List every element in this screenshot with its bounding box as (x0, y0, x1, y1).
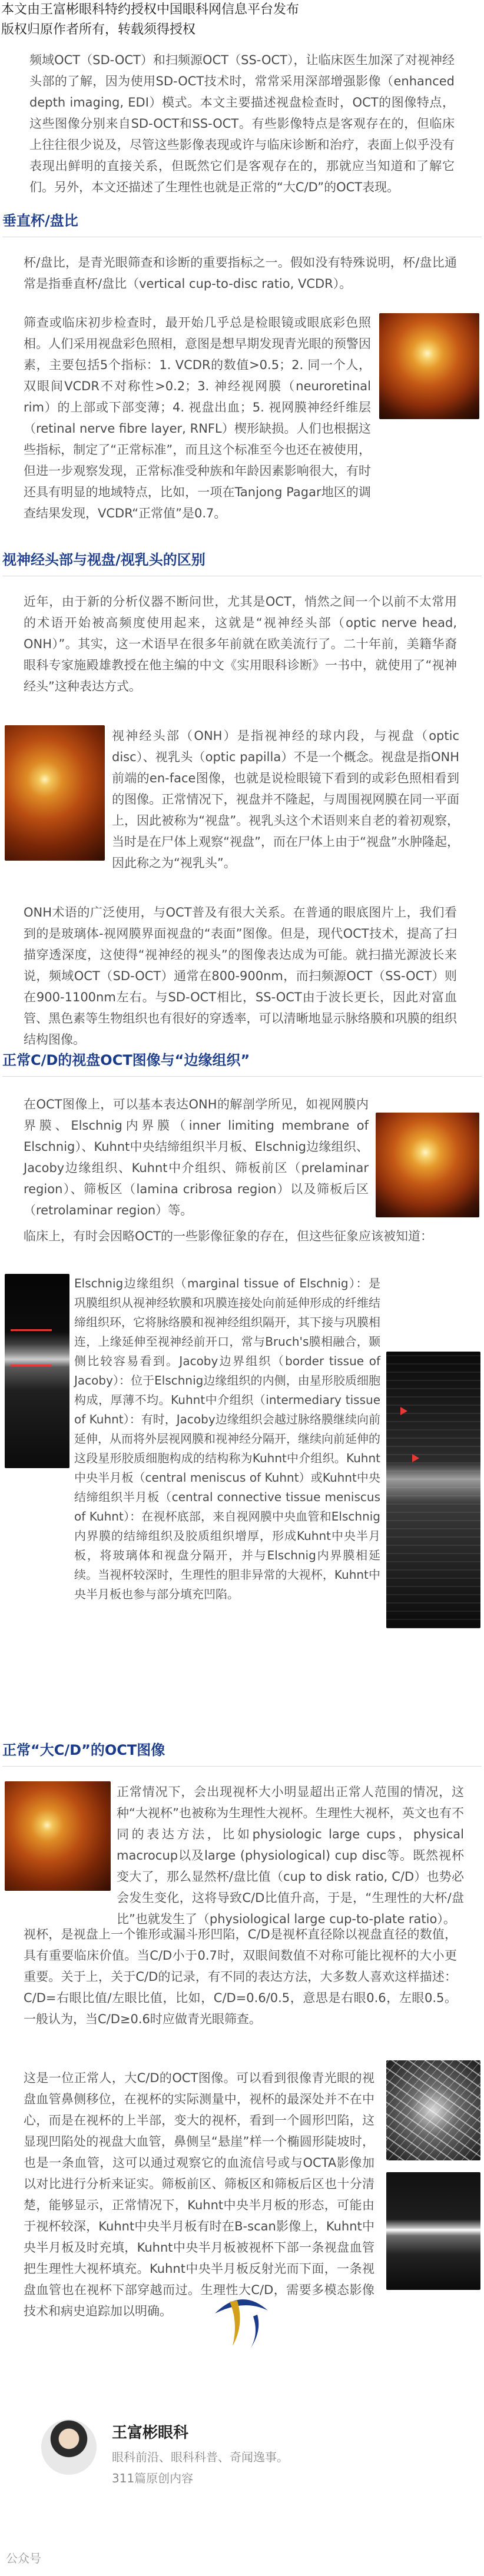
article-header (0, 0, 484, 40)
section-4-paragraph-2: 视杯，是视盘上一个锥形或漏斗形凹陷，C/D是视杯直径除以视盘直径的数值，具有重要临床价值。当C/D小于0.7时，双眼间数值不对称可能比视杯的大小更重要。关于上，关于C/D的记录，有不同的表达方法，大多数人喜欢这样描述：C/D=右眼比值/左眼比值，比如，C/D=0.6/0.5，意思是右眼0.6，左眼0.5。一般认为，当C/D≥0.6时应做青光眼筛查。 (24, 1927, 457, 2026)
section-1-paragraph-1: 杯/盘比，是青光眼筛查和诊断的重要指标之一。假如没有特殊说明，杯/盘比通常是指垂直杯/盘比（vertical cup-to-disc ratio, VCDR）。 (24, 255, 457, 291)
section-1-paragraph-2: 筛查或临床初步检查时，最开始几乎总是检眼镜或眼底彩色照相。人们采用视盘彩色照相，意图是想早期发现青光眼的预警因素，主要包括5个指标：1. VCDR的数值>0.5；2. 同一个人，双眼间VCDR不对称性>0.2；3. 神经视网膜（neuroretinal rim）的上部或下部变薄；4. 视盘出血；5. 视网膜神经纤维层（retinal nerve fibre layer, RNFL）楔形缺损。人们也根据这些指标，制定了“正常标准”，而且这个标准至今也还在被使用，但进一步观察发现，正常标准受种族和年龄因素影响很大，有时还具有明显的地域特点，比如，一项在Tanjong Pagar地区的调查结果发现，VCDR“正常值”是0.7。 (24, 316, 371, 520)
footer-label: 公众号 (6, 2551, 41, 2565)
logo-swoosh (215, 2299, 268, 2313)
author-card[interactable] (41, 2419, 453, 2514)
oct-bscan-left (5, 1274, 69, 1468)
avatar[interactable] (41, 2419, 97, 2475)
normal-cd-fundus-photo (376, 1113, 479, 1217)
section-3-heading: 正常C/D的视盘OCT图像与“边缘组织” (2, 1052, 250, 1068)
annotation-arrow (400, 1407, 407, 1415)
oct-bscan-right (386, 1352, 480, 1628)
header-line-1: 本文由王富彬眼科特约授权中国眼科网信息平台发布 (1, 2, 300, 17)
oct-cross-section-image (386, 2172, 480, 2290)
header-line-2: 版权归原作者所有，转载须得授权 (1, 22, 196, 37)
annotation-line (11, 1329, 52, 1331)
author-description: 眼科前沿、眼科科普、奇闻逸事。 (112, 2450, 289, 2464)
intro-paragraph: 频域OCT（SD-OCT）和扫频源OCT（SS-OCT），让临床医生加深了对视神经头部的了解，因为使用SD-OCT技术时，常常采用深部增强影像（enhanced depth imaging, EDI）模式。本文主要描述视盘检查时，OCT的图像特点，这些图像分别来自SD-OCT和SS-OCT。有些影像特点是客观存在的，但临床上往往很少说及，尽管这些影像表现或许与临床诊断和治疗，表面上似乎没有表现出鲜明的直接关系，但既然它们是客观存在的，那就应当知道和了解它们。另外，本文还描述了生理性也就是正常的“大C/D”的OCT表现。 (29, 53, 455, 194)
optic-disc-photo (379, 313, 479, 419)
author-article-count: 311篇原创内容 (112, 2471, 194, 2485)
section-2-paragraph-2: 视神经头部（ONH）是指视神经的球内段，与视盘（optic disc）、视乳头（optic papilla）不是一个概念。视盘是指ONH前端的en-face图像，也就是说检眼镜下看到的或彩色照相看到的图像。正常情况下，视盘并不隆起，与周围视网膜在同一平面上，因此被称为“视盘”。视乳头这个术语则来自老的着初观察，当时是在尸体上观察“视盘”，而在尸体上由于“视盘”水肿隆起，因此称之为“视乳头”。 (112, 729, 459, 870)
logo-stroke (230, 2301, 240, 2346)
section-3-paragraph-3: Elschnig边缘组织（marginal tissue of Elschnig）：是巩膜组织从视神经软膜和巩膜连接处向前延伸形成的纤维结缔组织环，它将脉络膜和视神经组织隔开，其下接与巩膜相连，上缘延伸至视神经前开口，常与Bruch's膜相融合，颞侧比较容易看到。Jacoby边界组织（border tissue of Jacoby）：位于Elschnig边缘组织的内侧，由星形胶质细胞构成，厚薄不均。Kuhnt中介组织（intermediary tissue of Kuhnt）：有时，Jacoby边缘组织会越过脉络膜继续向前延伸，从而将外层视网膜和视神经分隔开，继续向前延伸的这段星形胶质细胞构成的结构称为Kuhnt中介组织。Kuhnt中央半月板（central meniscus of Kuhnt）或Kuhnt中央结缔组织半月板（central connective tissue meniscus of Kuhnt）：在视杯底部，来自视网膜中央血管和Elschnig内界膜的结缔组织及胶质组织增厚，形成Kuhnt中央半月板，将玻璃体和视盘分隔开，并与Elschnig内界膜相延续。当视杯较深时，生理性的胆非异常的大视杯，Kuhnt中央半月板也参与部分填充凹陷。 (74, 1276, 380, 1601)
section-4-paragraph-1: 正常情况下，会出现视杯大小明显超出正常人范围的情况，这种“大视杯”也被称为生理性大视杯。生理性大视杯，英文也有不同的表达方法，比如physiologic large cups，physical macrocup以及large (physiological) cup disc等。既然视杯变大了，那么显然杯/盘比值（cup to disk ratio, C/D）也势必会发生变化，这将导致C/D比值升高，于是，“生理性的大杯/盘比”也就发生了（physiological large cup-to-plate ratio）。 (117, 1785, 464, 1926)
large-cd-fundus-photo (5, 1781, 111, 1891)
section-3-paragraph-1: 在OCT图像上，可以基本表达ONH的解剖学所见，如视网膜内界膜、Elschnig内界膜（inner limiting membrane of Elschnig）、Kuhnt中央结缔组织半月板、Elschnig边缘组织、Jacoby边缘组织、Kuhnt中介组织、筛板前区（prelaminar region）、筛板区（lamina cribrosa region）以及筛板后区（retrolaminar region）等。 (24, 1097, 369, 1217)
section-1-heading: 垂直杯/盘比 (2, 213, 78, 229)
annotation-arrow (412, 1454, 419, 1462)
section-3-paragraph-2: 临床上，有时会因略OCT的一些影像征象的存在，但这些征象应该被知道： (24, 1229, 433, 1243)
section-2-paragraph-1: 近年，由于新的分析仪器不断问世，尤其是OCT，悄然之间一个以前不太常用的术语开始被高频度使用起来，这就是“视神经头部（optic nerve head, ONH）”。其实，这一术语早在很多年前就在欧美流行了。二十年前，美籍华裔眼科专家施殿雄教授在他主编的中文《实用眼科诊断》一书中，就使用了“视神经头”这种表达方式。 (24, 595, 457, 693)
section-2-heading: 视神经头部与视盘/视乳头的区别 (2, 552, 205, 568)
section-2-paragraph-3: ONH术语的广泛使用，与OCT普及有很大关系。在普通的眼底图片上，我们看到的是玻璃体-视网膜界面视盘的“表面”图像。但是，现代OCT技术，提高了扫描穿透深度，这使得“视神经的视头”的图像表达成为可能。就扫描光源波长来说，频域OCT（SD-OCT）通常在800-900nm，而扫频源OCT（SS-OCT）则在900-1100nm左右。与SD-OCT相比，SS-OCT由于波长更长，因此对富血管、黑色素等生物组织也有很好的穿透率，可以清晰地显示脉络膜和巩膜的组织结构图像。 (24, 905, 457, 1047)
octa-angiography-image (386, 2060, 480, 2160)
section-4-heading: 正常“大C/D”的OCT图像 (2, 1742, 165, 1758)
fundus-photo-onh (5, 725, 105, 861)
section-4-divider (2, 1766, 482, 1767)
section-3-divider (2, 1076, 482, 1077)
brand-logo (203, 2290, 280, 2355)
section-4-paragraph-3: 这是一位正常人，大C/D的OCT图像。可以看到很像青光眼的视盘血管鼻侧移位，在视杯的实际测量中，视杯的最深处并不在中心，而是在视杯的上半部，变大的视杯，看到一个圆形凹陷，这显现凹陷处的视盘大血管，鼻侧呈“悬崖”样一个椭圆形陡坡时，也是一条血管，这可以通过观察它的血流信号或与OCTA影像加以对比进行分析来证实。筛板前区、筛板区和筛板后区也十分清楚，能够显示，正常情况下，Kuhnt中央半月板的形态，可能由于视杯较深，Kuhnt中央半月板有时在B-scan影像上，Kuhnt中央半月板及时充填，Kuhnt中央半月板被视杯下部一条视盘血管把生理性大视杯填充。Kuhnt中央半月板反射光而下面，一条视盘血管也在视杯下部穿越而过。生理性大C/D，需要多模态影像技术和病史追踪加以明确。 (24, 2071, 374, 2318)
author-name[interactable]: 王富彬眼科 (112, 2424, 189, 2442)
annotation-line (11, 1365, 52, 1366)
logo-stroke (250, 2315, 258, 2349)
